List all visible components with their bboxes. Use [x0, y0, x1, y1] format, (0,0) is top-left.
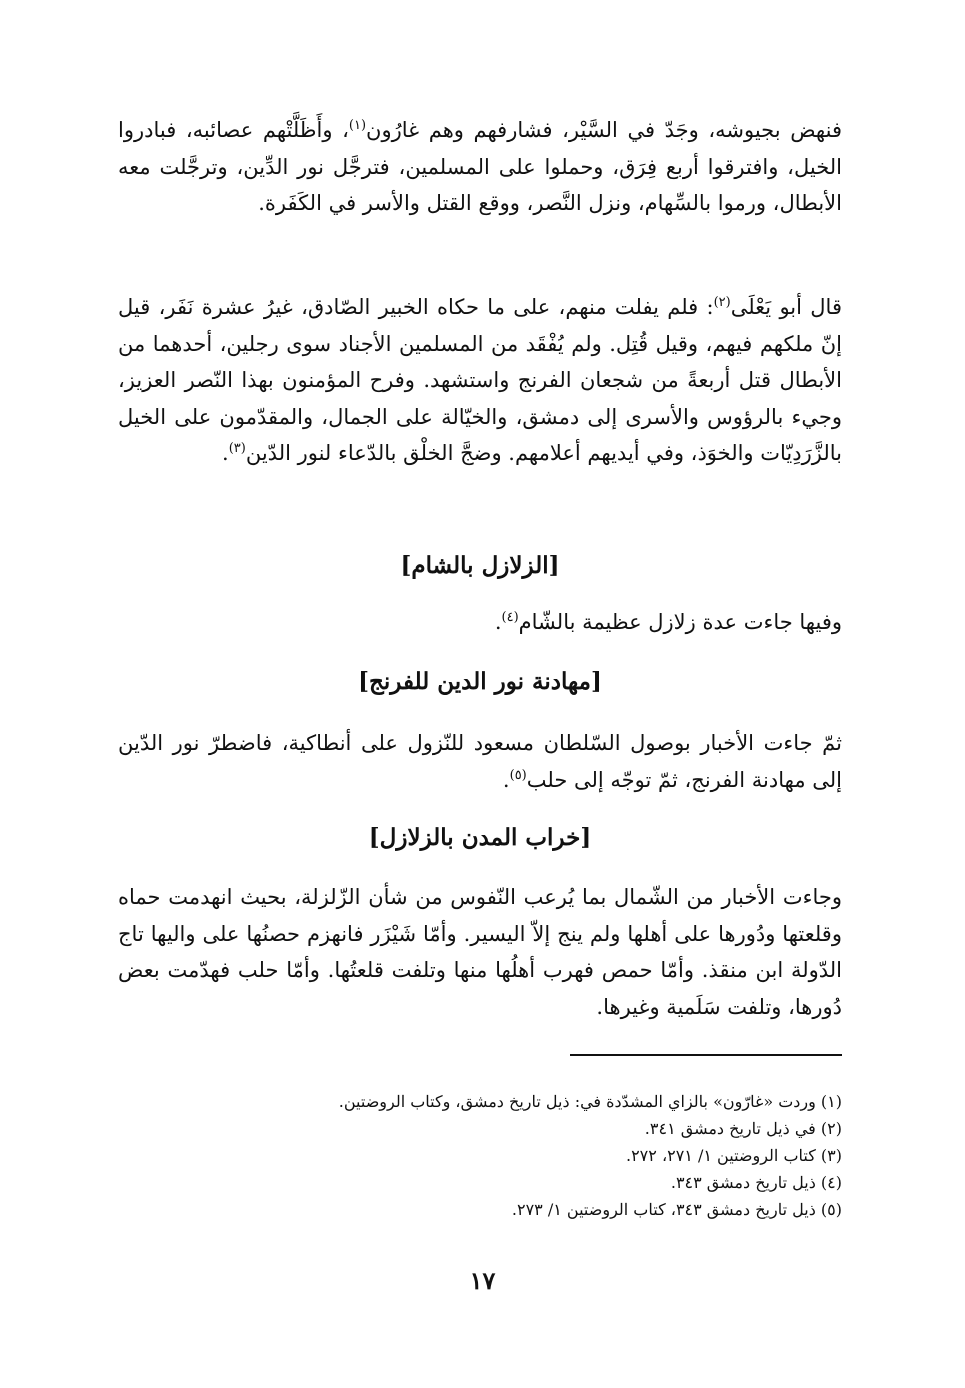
paragraph-truce-part1: ثمّ جاءت الأخبار بوصول السّلطان مسعود للنّزول على أنطاكية، فاضطرّ نور الدّين إلى مهادنة الفرنج، ثمّ توجّه إلى حلب: [118, 731, 842, 792]
paragraph-truce-text: [118, 725, 842, 798]
paragraph-battle-part1: فنهض بجيوشه، وجَدّ في السَّيْر، فشارفهم وهم غارُون: [366, 118, 842, 142]
paragraph-earthquakes: [118, 604, 842, 641]
paragraph-abu-yala-part2: : فلم يفلت منهم، على ما حكاه الخبير الصّادق، غيرُ عشرة نَفَر، قيل إنّ ملكهم فيهم، وقيل قُتِل. ولم يُفْقَد من المسلمين الأجناد سوى رجلين، أحدهما من الأبطال قتل أربعةً من شجعان الفرنج واستشهد. وفرح المؤمنون بهذا النّصر العزيز، وجيء بالرؤوس والأسرى إلى دمشق، والخيّالة على الجمال، والمقدّمون على الخيل بالزَّرَدِيّات والخوَذ، وفي أيديهم أعلامهم. وضجَّ الخلْق بالدّعاء لنور الدّين: [118, 295, 842, 465]
footnote-ref-1: (١): [348, 118, 367, 133]
paragraph-earthquakes-part1: وفيها جاءت عدة زلازل عظيمة بالشّام: [518, 610, 842, 634]
footnote-1: (١) وردت «غارّون» بالزاي المشدّدة في: ذيل تاريخ دمشق، وكتاب الروضتين.: [338, 1092, 842, 1111]
footnotes: [118, 1088, 842, 1223]
paragraph-ruined-cities: [118, 879, 842, 1025]
heading-ruined-cities: [خراب المدن بالزلازل]: [368, 824, 592, 851]
page-number: ١٧: [469, 1266, 496, 1295]
heading-earthquakes-sham: [الزلازل بالشام]: [400, 552, 560, 579]
paragraph-battle-part2: ، وأَظَلَّتْهم عصائبه، فبادروا الخيل، وافترقوا أربع فِرَق، وحملوا على المسلمين، فترجَّل نور الدِّين، وترجَّلت معه الأبطال، ورموا بالسِّهام، ونزل النَّصر، ووقع القتل والأسر في الكَفَرة.: [118, 118, 842, 215]
paragraph-earthquakes-part2: .: [494, 610, 502, 634]
paragraph-abu-yala-part3: .: [222, 441, 229, 465]
footnote-5: (٥) ذيل تاريخ دمشق ٣٤٣، كتاب الروضتين ١/ ٢٧٣.: [511, 1200, 842, 1219]
paragraph-ruined-cities-text: وجاءت الأخبار من الشّمال بما يُرعب النّفوس من شأن الزّلزلة، بحيث انهدمت حماه وقلعتها ودُورها على أهلها ولم ينج إلاّ اليسير. وأمّا شَيْزَر فانهزم حصنُها على واليها تاج الدّولة ابن منقذ. وأمّا حمص فهرب أهلُها منها وتلفت قلعتُها. وأمّا حلب فهدّمت بعض دُورها، وتلفت سَلَمية وغيرها.: [118, 885, 842, 1019]
paragraph-battle-text: [118, 112, 842, 222]
footnote-4: (٤) ذيل تاريخ دمشق ٣٤٣.: [670, 1173, 842, 1192]
footnote-ref-3: (٣): [228, 441, 246, 456]
heading-truce: [مهادنة نور الدين للفرنج]: [358, 668, 602, 695]
paragraph-abu-yala-part1: قال أبو يَعْلَى: [730, 295, 842, 319]
paragraph-truce: [118, 725, 842, 798]
footnote-3: (٣) كتاب الروضتين ١/ ٢٧١، ٢٧٢.: [625, 1146, 842, 1165]
footnote-2: (٢) في ذيل تاريخ دمشق ٣٤١.: [644, 1119, 842, 1138]
footnote-divider: [570, 1054, 842, 1056]
paragraph-truce-part2: .: [502, 767, 510, 792]
footnote-ref-5: (٥): [509, 767, 527, 783]
paragraph-earthquakes-text: [118, 604, 842, 641]
paragraph-abu-yala-text: [118, 289, 842, 472]
paragraph-abu-yala: [118, 289, 842, 472]
paragraph-battle: [118, 112, 842, 222]
footnote-ref-4: (٤): [501, 610, 519, 625]
footnote-ref-2: (٢): [713, 295, 731, 310]
